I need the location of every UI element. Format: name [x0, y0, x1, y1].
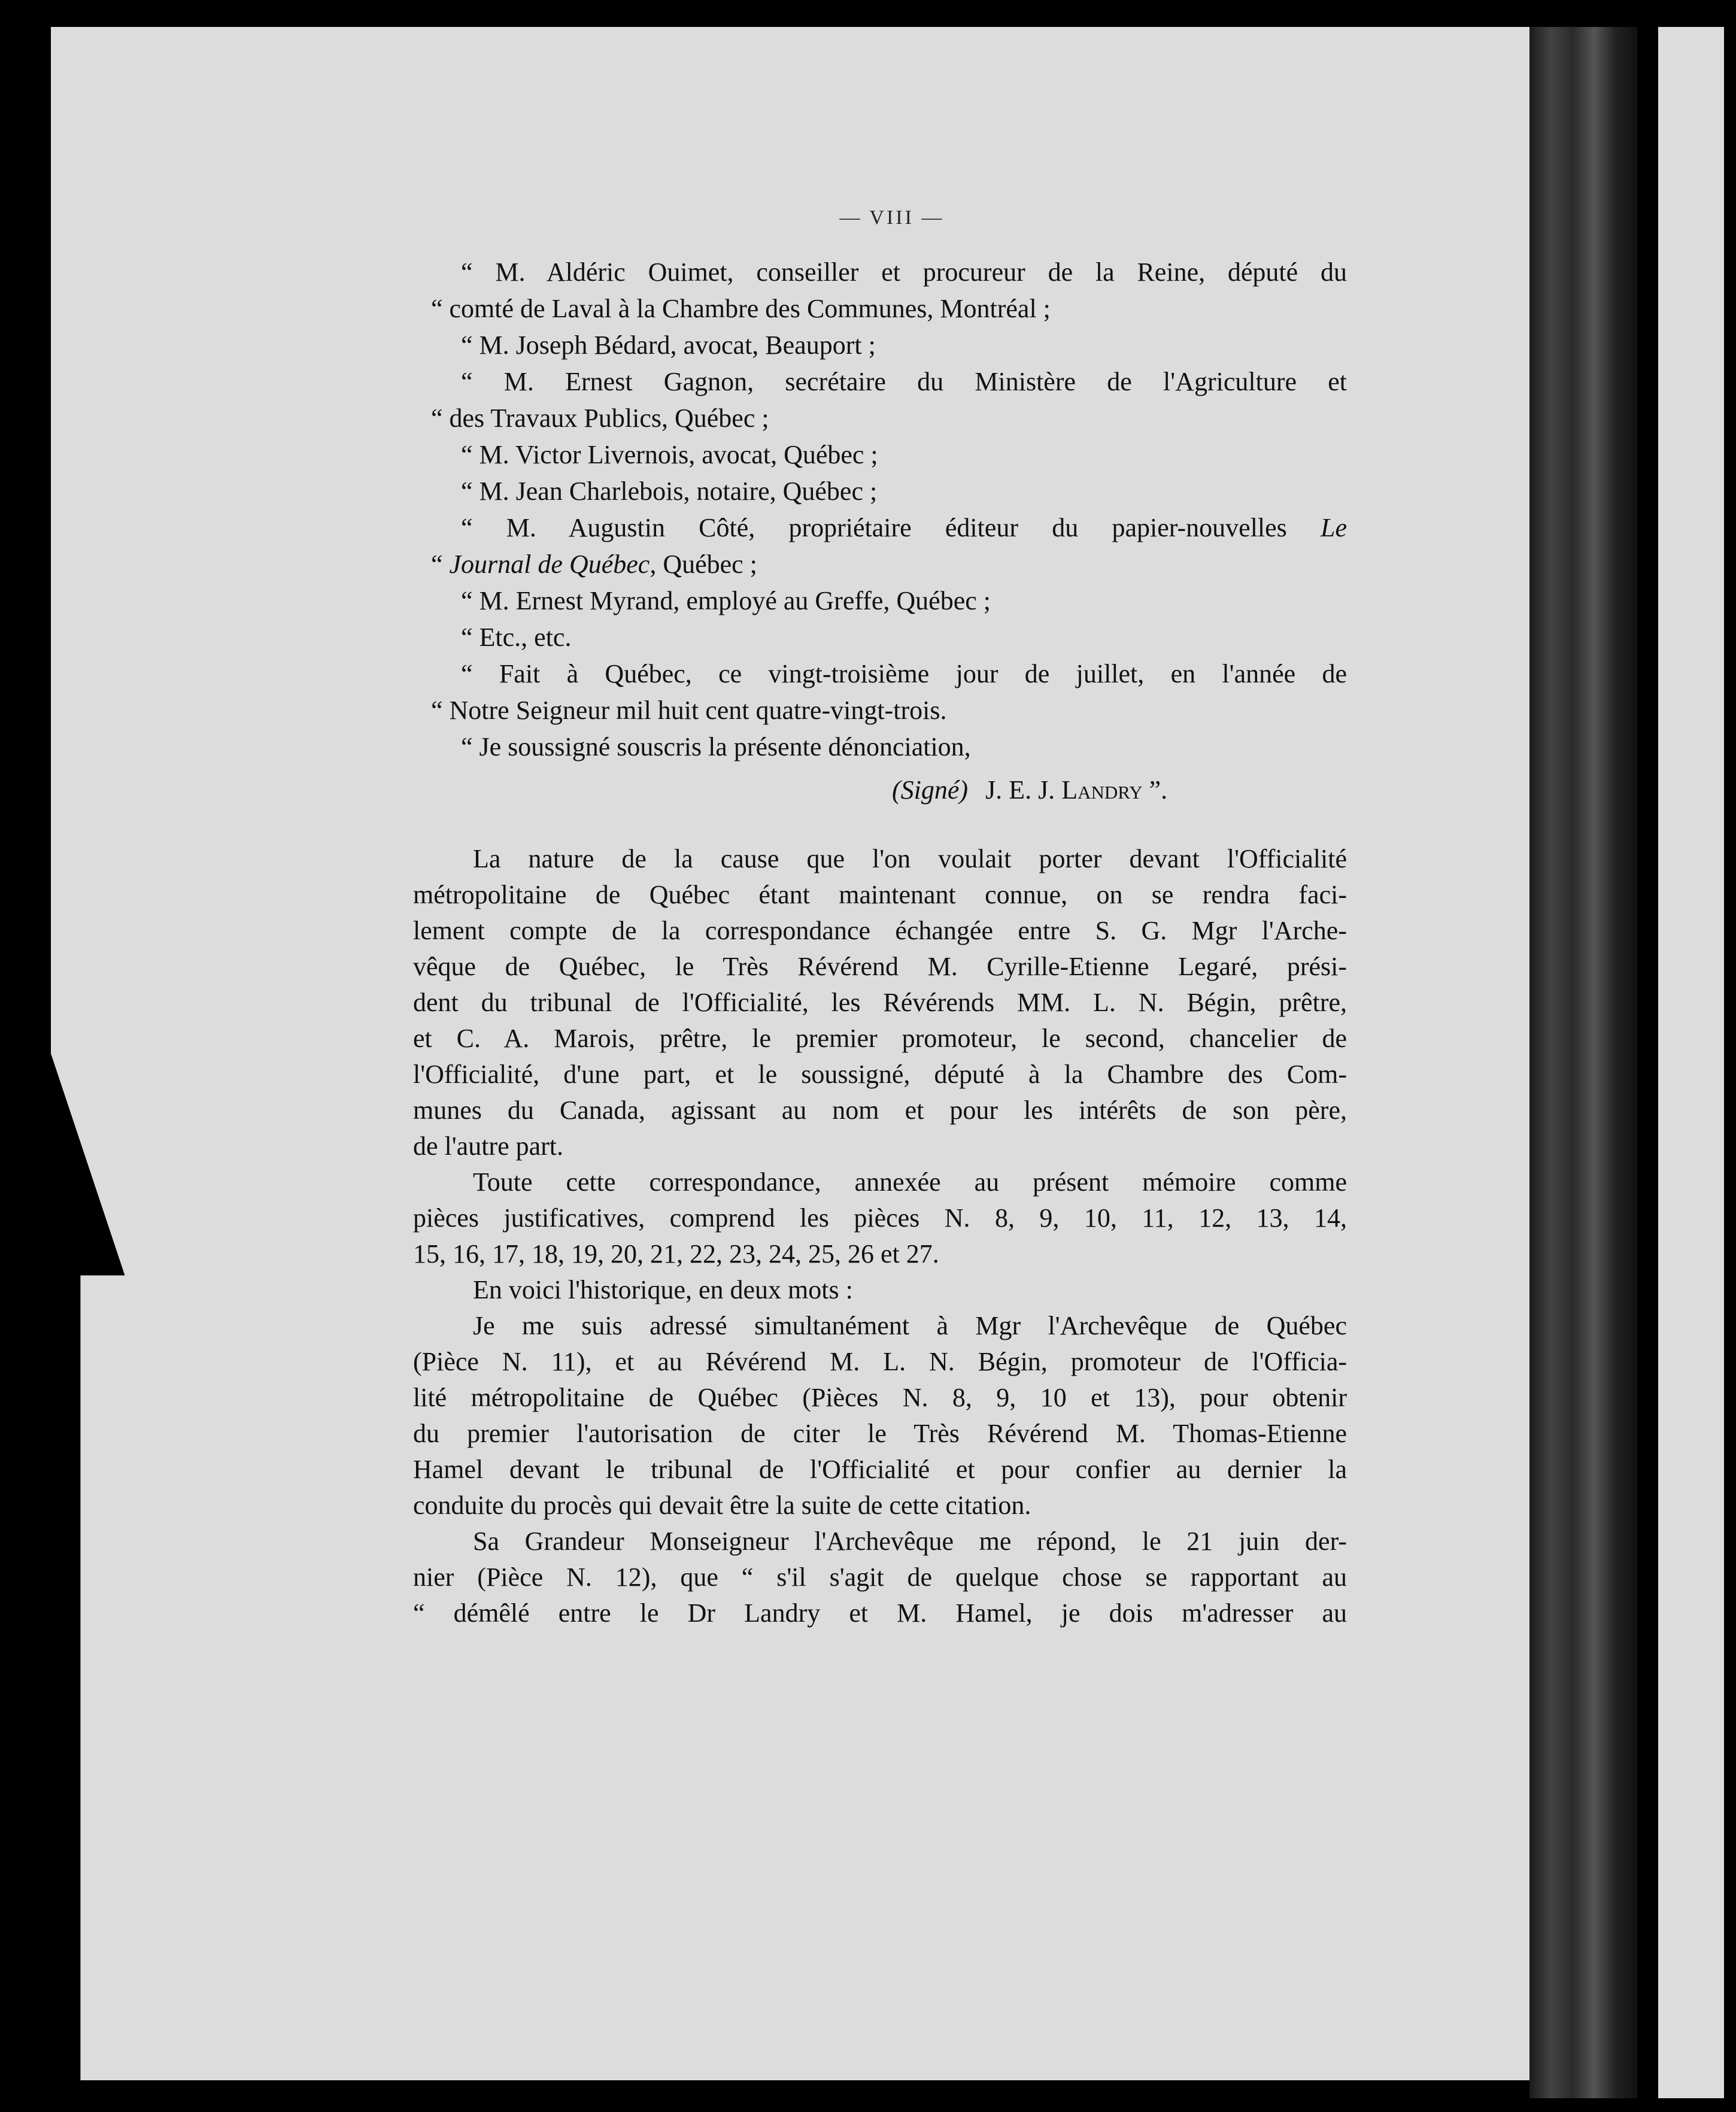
list-line: “ Je soussigné souscris la présente dénonciation,: [461, 732, 971, 761]
body-line: nier (Pièce N. 12), que “ s'il s'agit de quelque chose se rapportant au: [413, 1562, 1347, 1592]
list-line: “ comté de Laval à la Chambre des Communes, Montréal ;: [431, 294, 1051, 323]
list-line: “ M. Joseph Bédard, avocat, Beauport ;: [461, 330, 876, 360]
list-line: “ M. Jean Charlebois, notaire, Québec ;: [461, 477, 878, 506]
body-line: (Pièce N. 11), et au Révérend M. L. N. Bégin, promoteur de l'Officia-: [413, 1347, 1347, 1376]
adjacent-page-strip: [1658, 27, 1724, 2098]
list-line: “ Notre Seigneur mil huit cent quatre-vingt-trois.: [431, 696, 947, 725]
body-line: lement compte de la correspondance échangée entre S. G. Mgr l'Arche-: [413, 916, 1347, 945]
body-line: l'Officialité, d'une part, et le soussigné, député à la Chambre des Com-: [413, 1060, 1347, 1089]
body-line: métropolitaine de Québec étant maintenant connue, on se rendra faci-: [413, 880, 1347, 909]
body-line: du premier l'autorisation de citer le Très Révérend M. Thomas-Etienne: [413, 1419, 1347, 1448]
body-line: munes du Canada, agissant au nom et pour les intérêts de son père,: [413, 1096, 1347, 1125]
page-number: — VIII —: [839, 207, 945, 229]
body-line: 15, 16, 17, 18, 19, 20, 21, 22, 23, 24, 25, 26 et 27.: [413, 1239, 939, 1269]
list-line: “ M. Aldéric Ouimet, conseiller et procureur de la Reine, député du: [461, 257, 1347, 287]
signature-line: [892, 772, 1167, 808]
body-line: Hamel devant le tribunal de l'Officialité et pour confier au dernier la: [413, 1455, 1347, 1484]
signature-surname: Landry: [1061, 775, 1143, 805]
body-line: conduite du procès qui devait être la suite de cette citation.: [413, 1491, 1031, 1520]
list-line: “ Journal de Québec, Québec ;: [431, 550, 757, 579]
body-line: La nature de la cause que l'on voulait porter devant l'Officialité: [473, 844, 1347, 873]
body-line: de l'autre part.: [413, 1131, 564, 1161]
body-line: Sa Grandeur Monseigneur l'Archevêque me répond, le 21 juin der-: [473, 1527, 1347, 1556]
body-line: vêque de Québec, le Très Révérend M. Cyrille-Etienne Legaré, prési-: [413, 952, 1347, 981]
signature-prefix: (Signé): [892, 775, 969, 805]
body-line: Toute cette correspondance, annexée au présent mémoire comme: [473, 1167, 1347, 1197]
signature-name: J. E. J.: [985, 775, 1062, 805]
body-line: lité métropolitaine de Québec (Pièces N. 8, 9, 10 et 13), pour obtenir: [413, 1383, 1347, 1412]
list-line: “ M. Augustin Côté, propriétaire éditeur du papier-nouvelles Le: [461, 513, 1347, 542]
body-line: En voici l'historique, en deux mots :: [473, 1275, 853, 1304]
list-line: “ des Travaux Publics, Québec ;: [431, 403, 769, 433]
list-line: “ M. Ernest Myrand, employé au Greffe, Québec ;: [461, 586, 991, 615]
body-line: dent du tribunal de l'Officialité, les Révérends MM. L. N. Bégin, prêtre,: [413, 988, 1347, 1017]
list-line: “ M. Victor Livernois, avocat, Québec ;: [461, 440, 878, 469]
list-line: “ Fait à Québec, ce vingt-troisième jour de juillet, en l'année de: [461, 659, 1347, 688]
body-line: et C. A. Marois, prêtre, le premier promoteur, le second, chancelier de: [413, 1024, 1347, 1053]
page-binding-edge: [1529, 27, 1637, 2098]
body-line: “ démêlé entre le Dr Landry et M. Hamel, je dois m'adresser au: [413, 1598, 1347, 1628]
body-line: pièces justificatives, comprend les pièces N. 8, 9, 10, 11, 12, 13, 14,: [413, 1203, 1347, 1233]
body-line: Je me suis adressé simultanément à Mgr l'Archevêque de Québec: [473, 1311, 1347, 1340]
list-line: “ Etc., etc.: [461, 623, 572, 652]
list-line: “ M. Ernest Gagnon, secrétaire du Ministère de l'Agriculture et: [461, 367, 1347, 396]
signature-suffix: ”.: [1142, 775, 1168, 805]
